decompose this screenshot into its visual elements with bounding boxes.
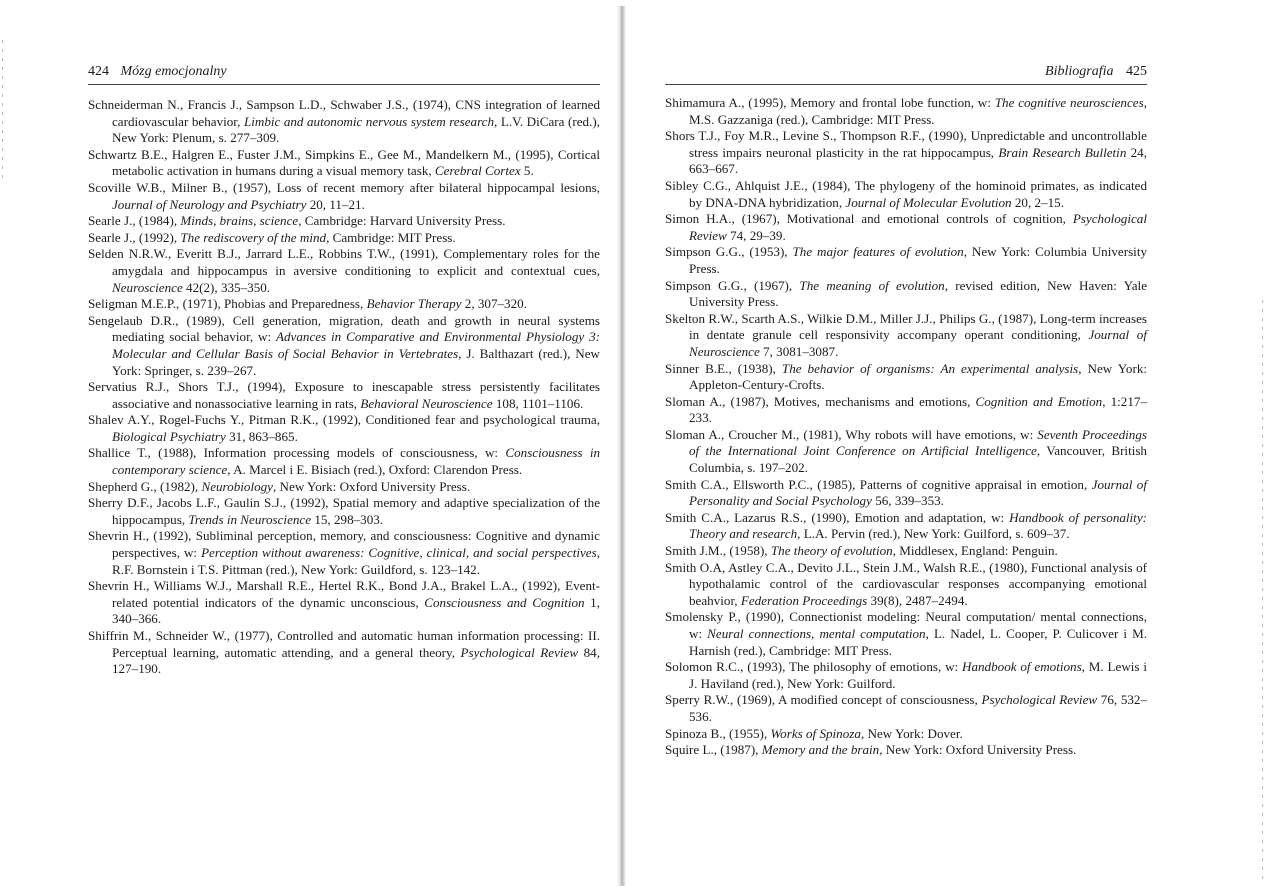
reference-entry: Sloman A., Croucher M., (1981), Why robots will have emotions, w: Seventh Proceedings of the International Joint Conference on Artificial Intelligence, Vancouver, British Columbia, s. 197–202.: [665, 426, 1147, 476]
reference-entry: Searle J., (1984), Minds, brains, science, Cambridge: Harvard University Press.: [88, 213, 506, 229]
right-running-header: [665, 64, 1147, 85]
reference-entry: Shiffrin M., Schneider W., (1977), Controlled and automatic human information processing: II. Perceptual learning, automatic attending, and a general theory, Psychological Review 84, 127–190.: [88, 628, 600, 677]
reference-entry: Smolensky P., (1990), Connectionist modeling: Neural computation/ mental connections, w: Neural connections, mental computation, L. Nadel, L. Cooper, P. Culicover i M. Harnish (red.), Cambridge: MIT Press.: [665, 609, 1147, 658]
reference-entry: Schwartz B.E., Halgren E., Fuster J.M., Simpkins E., Gee M., Mandelkern M., (1995), Cortical metabolic activation in humans during a visual memory task, Cerebral Cortex 5.: [88, 146, 600, 179]
reference-entry: Shepherd G., (1982), Neurobiology, New York: Oxford University Press.: [88, 478, 471, 494]
reference-entry: Shallice T., (1988), Information processing models of consciousness, w: Consciousness in contemporary science, A. Marcel i E. Bisiach (red.), Oxford: Clarendon Press.: [88, 445, 601, 478]
reference-entry: Sibley C.G., Ahlquist J.E., (1984), The phylogeny of the hominoid primates, as indicated by DNA-DNA hybridization, Journal of Molecular Evolution 20, 2–15.: [665, 177, 1147, 210]
left-running-title: Mózg emocjonalny: [120, 64, 227, 79]
reference-entry: Simon H.A., (1967), Motivational and emotional controls of cognition, Psychological Review 74, 29–39.: [665, 211, 1147, 243]
reference-entry: Shalev A.Y., Rogel-Fuchs Y., Pitman R.K., (1992), Conditioned fear and psychological trauma, Biological Psychiatry 31, 863–865.: [88, 412, 600, 444]
right-running-title: Bibliografia: [1045, 64, 1114, 79]
reference-entry: Sherry D.F., Jacobs L.F., Gaulin S.J., (1992), Spatial memory and adaptive specialization of the hippocampus, Trends in Neuroscience 15, 298–303.: [88, 495, 600, 527]
left-running-header: [88, 64, 600, 85]
reference-entry: Spinoza B., (1955), Works of Spinoza, New York: Dover.: [665, 725, 963, 741]
page-edge-right: [1262, 300, 1263, 880]
reference-entry: Shevrin H., Williams W.J., Marshall R.E., Hertel R.K., Bond J.A., Brakel L.A., (1992), Event-related potential indicators of the dynamic unconscious, Consciousness and Cognition 1, 340–366.: [88, 578, 600, 627]
reference-entry: Simpson G.G., (1967), The meaning of evolution, revised edition, New Haven: Yale University Press.: [665, 277, 1148, 310]
reference-entry: Selden N.R.W., Everitt B.J., Jarrard L.E., Robbins T.W., (1991), Complementary roles for the amygdala and hippocampus in aversive conditioning to explicit and contextual cues, Neuroscience 42(2), 335–350.: [88, 246, 600, 295]
book-gutter: [617, 6, 626, 886]
left-page: [88, 0, 600, 893]
reference-entry: Shors T.J., Foy M.R., Levine S., Thompson R.F., (1990), Unpredictable and uncontrollable stress impairs neuronal plasticity in the rat hippocampus, Brain Research Bulletin 24, 663–667.: [665, 128, 1147, 177]
right-page-number: 425: [1126, 64, 1147, 79]
reference-entry: Smith C.A., Lazarus R.S., (1990), Emotion and adaptation, w: Handbook of personality: Theory and research, L.A. Pervin (red.), New York: Guilford, s. 609–37.: [665, 509, 1147, 542]
reference-entry: Schneiderman N., Francis J., Sampson L.D., Schwaber J.S., (1974), CNS integration of learned cardiovascular behavior, Limbic and autonomic nervous system research, L.V. DiCara (red.), New York: Plenum, s. 277–309.: [88, 97, 600, 146]
reference-entry: Smith O.A, Astley C.A., Devito J.L., Stein J.M., Walsh R.E., (1980), Functional analysis of hypothalamic control of the cardiovascular responses accompanying emotional beahvior, Federation Proceedings 39(8), 2487–2494.: [665, 559, 1147, 608]
reference-entry: Searle J., (1992), The rediscovery of the mind, Cambridge: MIT Press.: [88, 229, 456, 245]
reference-entry: Squire L., (1987), Memory and the brain, New York: Oxford University Press.: [665, 742, 1077, 758]
left-reference-list: [88, 97, 600, 678]
right-reference-list: [665, 95, 1147, 759]
reference-entry: Shimamura A., (1995), Memory and frontal lobe function, w: The cognitive neurosciences, M.S. Gazzaniga (red.), Cambridge: MIT Press.: [665, 95, 1147, 127]
left-page-number: 424: [88, 64, 109, 79]
reference-entry: Servatius R.J., Shors T.J., (1994), Exposure to inescapable stress persistently facilitates associative and nonassociative learning in rats, Behavioral Neuroscience 108, 1101–1106.: [88, 379, 600, 411]
reference-entry: Solomon R.C., (1993), The philosophy of emotions, w: Handbook of emotions, M. Lewis i J. Haviland (red.), New York: Guilford.: [665, 659, 1147, 691]
reference-entry: Simpson G.G., (1953), The major features of evolution, New York: Columbia University Press.: [665, 244, 1148, 276]
reference-entry: Smith J.M., (1958), The theory of evolution, Middlesex, England: Penguin.: [665, 543, 1058, 559]
reference-entry: Scoville W.B., Milner B., (1957), Loss of recent memory after bilateral hippocampal lesions, Journal of Neurology and Psychiatry 20, 11–21.: [88, 179, 600, 212]
reference-entry: Skelton R.W., Scarth A.S., Wilkie D.M., Miller J.J., Philips G., (1987), Long-term increases in dentate granule cell responsivity accompany operant conditioning, Journal of Neuroscience 7, 3081–3087.: [665, 310, 1147, 359]
reference-entry: Sloman A., (1987), Motives, mechanisms and emotions, Cognition and Emotion, 1:217–233.: [665, 393, 1147, 426]
right-page: [665, 0, 1147, 893]
reference-entry: Smith C.A., Ellsworth P.C., (1985), Patterns of cognitive appraisal in emotion, Journal of Personality and Social Psychology 56, 339–353.: [665, 476, 1147, 509]
page-edge-left: [2, 40, 3, 180]
reference-entry: Sperry R.W., (1969), A modified concept of consciousness, Psychological Review 76, 532–536.: [665, 692, 1148, 724]
reference-entry: Sengelaub D.R., (1989), Cell generation, migration, death and growth in neural systems mediating social behavior, w: Advances in Comparative and Environmental Physiology 3: Molecular and Cellular Basis of Social Behavior in Vertebrates, J. Balthazart (red.), New York: Springer, s. 239–267.: [88, 312, 601, 378]
reference-entry: Shevrin H., (1992), Subliminal perception, memory, and consciousness: Cognitive and dynamic perspectives, w: Perception without awareness: Cognitive, clinical, and social perspectives, R.F. Bornstein i T.S. Pittman (red.), New York: Guildford, s. 123–142.: [88, 528, 600, 577]
reference-entry: Sinner B.E., (1938), The behavior of organisms: An experimental analysis, New York: Appleton-Century-Crofts.: [665, 360, 1147, 393]
reference-entry: Seligman M.E.P., (1971), Phobias and Preparedness, Behavior Therapy 2, 307–320.: [88, 296, 527, 312]
